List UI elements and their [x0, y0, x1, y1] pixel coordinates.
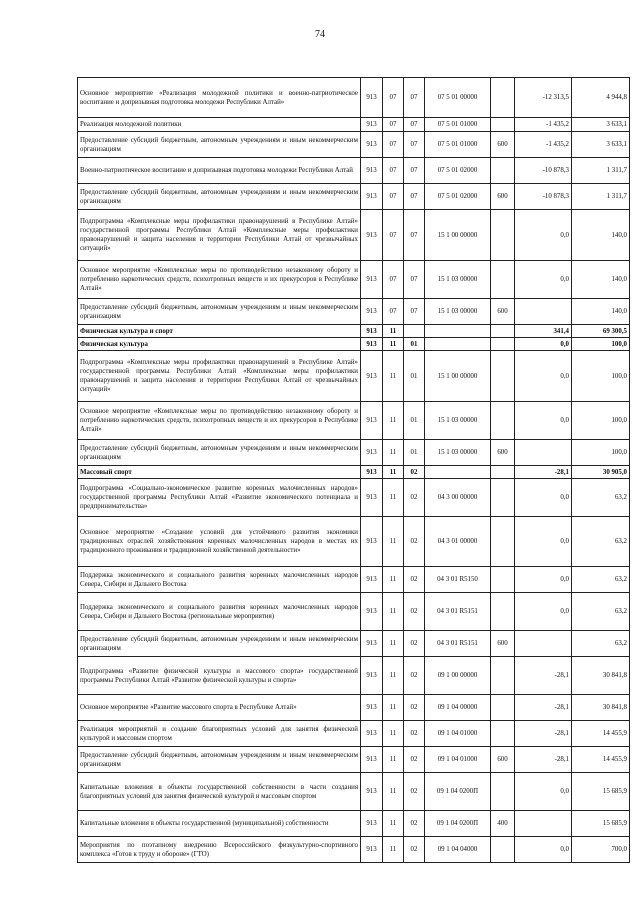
- cell-subsection: 02: [404, 773, 425, 811]
- cell-total-amount: 1 311,7: [572, 184, 630, 210]
- cell-subsection: 01: [404, 338, 425, 351]
- cell-target-article: 04 3 01 R5151: [425, 593, 491, 631]
- cell-expense-type: [491, 158, 515, 184]
- row-name: Физическая культура: [78, 338, 361, 351]
- cell-change-amount: 0,0: [515, 593, 572, 631]
- row-name: Основное мероприятие «Реализация молодежной политики и военно-патриотическое воспитание и допризывная подготовка молодежи Республики Алтай»: [78, 78, 361, 118]
- cell-expense-type: [491, 721, 515, 747]
- table-row: [78, 118, 630, 132]
- cell-subsection: 07: [404, 78, 425, 118]
- cell-grbs: 913: [361, 299, 383, 325]
- table-row: [78, 184, 630, 210]
- row-name: Поддержка экономического и социального развития коренных малочисленных народов Севера, Сибири и Дальнего Востока (региональные мероприятия): [78, 593, 361, 631]
- cell-subsection: 07: [404, 210, 425, 261]
- cell-grbs: 913: [361, 747, 383, 773]
- table-row: [78, 811, 630, 837]
- cell-target-article: 07 5 01 02000: [425, 158, 491, 184]
- cell-total-amount: 3 633,1: [572, 132, 630, 158]
- cell-change-amount: 0,0: [515, 210, 572, 261]
- cell-target-article: 07 5 01 01000: [425, 132, 491, 158]
- cell-expense-type: [491, 466, 515, 479]
- cell-target-article: 04 3 01 00000: [425, 517, 491, 567]
- cell-change-amount: [515, 299, 572, 325]
- cell-expense-type: [491, 261, 515, 299]
- cell-total-amount: 100,0: [572, 338, 630, 351]
- table-row: [78, 593, 630, 631]
- cell-target-article: 09 1 04 00000: [425, 695, 491, 721]
- cell-grbs: 913: [361, 132, 383, 158]
- cell-target-article: 09 1 00 00000: [425, 657, 491, 695]
- page-number: 74: [315, 29, 325, 40]
- table-row: [78, 132, 630, 158]
- cell-total-amount: 15 685,9: [572, 811, 630, 837]
- table-row: [78, 567, 630, 593]
- cell-section: 11: [383, 338, 404, 351]
- cell-change-amount: -12 313,5: [515, 78, 572, 118]
- cell-change-amount: 0,0: [515, 338, 572, 351]
- cell-section: 07: [383, 118, 404, 132]
- cell-expense-type: 600: [491, 747, 515, 773]
- table-row: [78, 657, 630, 695]
- cell-total-amount: 14 455,9: [572, 721, 630, 747]
- cell-subsection: 02: [404, 631, 425, 657]
- cell-section: 11: [383, 466, 404, 479]
- cell-grbs: 913: [361, 773, 383, 811]
- cell-target-article: 09 1 04 0200П: [425, 773, 491, 811]
- cell-grbs: 913: [361, 184, 383, 210]
- row-name: Предоставление субсидий бюджетным, автономным учреждениям и иным некоммерческим организациям: [78, 299, 361, 325]
- table-row: [78, 837, 630, 863]
- cell-target-article: 04 3 01 R5150: [425, 567, 491, 593]
- table-row: [78, 299, 630, 325]
- table-row: [78, 402, 630, 440]
- cell-change-amount: -10 878,3: [515, 184, 572, 210]
- cell-grbs: 913: [361, 657, 383, 695]
- cell-target-article: 15 1 00 00000: [425, 210, 491, 261]
- cell-target-article: [425, 466, 491, 479]
- cell-change-amount: 0,0: [515, 479, 572, 517]
- cell-expense-type: [491, 773, 515, 811]
- cell-grbs: 913: [361, 466, 383, 479]
- cell-grbs: 913: [361, 517, 383, 567]
- cell-section: 07: [383, 210, 404, 261]
- cell-expense-type: 600: [491, 631, 515, 657]
- cell-expense-type: 600: [491, 299, 515, 325]
- cell-subsection: [404, 325, 425, 338]
- row-name: Основное мероприятие «Развитие массового спорта в Республике Алтай»: [78, 695, 361, 721]
- cell-section: 11: [383, 593, 404, 631]
- cell-total-amount: 63,2: [572, 567, 630, 593]
- cell-grbs: 913: [361, 695, 383, 721]
- table-row: [78, 158, 630, 184]
- cell-grbs: 913: [361, 721, 383, 747]
- cell-section: 11: [383, 351, 404, 402]
- cell-subsection: 02: [404, 657, 425, 695]
- cell-section: 07: [383, 158, 404, 184]
- budget-table: [77, 77, 630, 863]
- cell-target-article: 15 1 03 00000: [425, 261, 491, 299]
- row-name: Подпрограмма «Развитие физической культуры и массового спорта» государственной программы Республики Алтай «Развитие физической культуры и спорта»: [78, 657, 361, 695]
- row-name: Основное мероприятие «Создание условий для устойчивого развития экономики традиционных отраслей хозяйствования коренных малочисленных народов в местах их традиционного проживания и традиционной хозяйственной деятельности»: [78, 517, 361, 567]
- cell-subsection: 02: [404, 721, 425, 747]
- cell-target-article: 07 5 01 01000: [425, 118, 491, 132]
- cell-grbs: 913: [361, 631, 383, 657]
- cell-subsection: 07: [404, 132, 425, 158]
- cell-total-amount: 30 905,0: [572, 466, 630, 479]
- row-name: Мероприятия по поэтапному внедрению Всероссийского физкультурно-спортивного комплекса «Готов к труду и обороне» (ГТО): [78, 837, 361, 863]
- cell-change-amount: 0,0: [515, 567, 572, 593]
- cell-grbs: 913: [361, 402, 383, 440]
- cell-target-article: 09 1 04 01000: [425, 747, 491, 773]
- cell-subsection: 01: [404, 402, 425, 440]
- cell-subsection: 07: [404, 158, 425, 184]
- cell-target-article: 15 1 00 00000: [425, 351, 491, 402]
- table-row: [78, 351, 630, 402]
- cell-expense-type: [491, 837, 515, 863]
- cell-change-amount: -1 435,2: [515, 118, 572, 132]
- cell-total-amount: 100,0: [572, 402, 630, 440]
- cell-section: 11: [383, 631, 404, 657]
- cell-total-amount: 63,2: [572, 593, 630, 631]
- cell-change-amount: 0,0: [515, 261, 572, 299]
- cell-section: 11: [383, 440, 404, 466]
- table-row: [78, 517, 630, 567]
- row-name: Физическая культура и спорт: [78, 325, 361, 338]
- cell-subsection: 07: [404, 299, 425, 325]
- cell-grbs: 913: [361, 479, 383, 517]
- cell-change-amount: -10 878,3: [515, 158, 572, 184]
- row-name: Предоставление субсидий бюджетным, автономным учреждениям и иным некоммерческим организациям: [78, 184, 361, 210]
- table-row: [78, 631, 630, 657]
- cell-expense-type: [491, 210, 515, 261]
- cell-section: 07: [383, 78, 404, 118]
- row-name: Капитальные вложения в объекты государственной собственности в части создания благоприятных условий для занятия физической культурой и массовым спортом: [78, 773, 361, 811]
- cell-section: 11: [383, 695, 404, 721]
- cell-target-article: 15 1 03 00000: [425, 299, 491, 325]
- cell-expense-type: [491, 695, 515, 721]
- cell-total-amount: 100,0: [572, 440, 630, 466]
- cell-grbs: 913: [361, 567, 383, 593]
- cell-expense-type: 600: [491, 440, 515, 466]
- cell-grbs: 913: [361, 811, 383, 837]
- cell-target-article: 07 5 01 02000: [425, 184, 491, 210]
- row-name: Реализация мероприятий и создание благоприятных условий для занятия физической культурой и массовым спортом: [78, 721, 361, 747]
- cell-subsection: 01: [404, 351, 425, 402]
- cell-section: 11: [383, 837, 404, 863]
- cell-total-amount: 63,2: [572, 479, 630, 517]
- cell-section: 07: [383, 299, 404, 325]
- cell-change-amount: [515, 440, 572, 466]
- cell-expense-type: [491, 402, 515, 440]
- cell-subsection: 02: [404, 517, 425, 567]
- cell-grbs: 913: [361, 158, 383, 184]
- cell-subsection: 02: [404, 567, 425, 593]
- cell-total-amount: 3 633,1: [572, 118, 630, 132]
- cell-grbs: 913: [361, 440, 383, 466]
- cell-subsection: 02: [404, 479, 425, 517]
- cell-target-article: 04 3 01 R5151: [425, 631, 491, 657]
- cell-section: 07: [383, 261, 404, 299]
- cell-target-article: 15 1 03 00000: [425, 440, 491, 466]
- cell-expense-type: [491, 567, 515, 593]
- cell-total-amount: 63,2: [572, 517, 630, 567]
- cell-subsection: 02: [404, 593, 425, 631]
- cell-subsection: 02: [404, 811, 425, 837]
- cell-target-article: 09 1 04 01000: [425, 721, 491, 747]
- cell-expense-type: 600: [491, 132, 515, 158]
- cell-grbs: 913: [361, 338, 383, 351]
- row-name: Основное мероприятие «Комплексные меры по противодействию незаконному обороту и потреблению наркотических средств, психотропных веществ и их прекурсоров в Республике Алтай»: [78, 402, 361, 440]
- cell-change-amount: -28,1: [515, 466, 572, 479]
- table-row: [78, 773, 630, 811]
- cell-target-article: 09 1 04 04000: [425, 837, 491, 863]
- cell-target-article: 15 1 03 00000: [425, 402, 491, 440]
- cell-section: 11: [383, 517, 404, 567]
- cell-total-amount: 1 311,7: [572, 158, 630, 184]
- cell-change-amount: 0,0: [515, 517, 572, 567]
- cell-section: 07: [383, 184, 404, 210]
- cell-change-amount: 0,0: [515, 773, 572, 811]
- cell-subsection: 01: [404, 440, 425, 466]
- cell-total-amount: 30 841,8: [572, 657, 630, 695]
- cell-grbs: 913: [361, 78, 383, 118]
- cell-total-amount: 30 841,8: [572, 695, 630, 721]
- cell-grbs: 913: [361, 837, 383, 863]
- cell-total-amount: 140,0: [572, 261, 630, 299]
- cell-grbs: 913: [361, 210, 383, 261]
- cell-total-amount: 700,0: [572, 837, 630, 863]
- table-row: [78, 78, 630, 118]
- cell-grbs: 913: [361, 593, 383, 631]
- cell-target-article: 04 3 00 00000: [425, 479, 491, 517]
- row-name: Подпрограмма «Комплексные меры профилактики правонарушений в Республике Алтай» государственной программы Республики Алтай «Комплексные меры профилактики правонарушений и защита населения и территории Республики Алтай от чрезвычайных ситуаций»: [78, 210, 361, 261]
- cell-change-amount: [515, 811, 572, 837]
- cell-subsection: 07: [404, 118, 425, 132]
- table-row: [78, 210, 630, 261]
- cell-target-article: [425, 338, 491, 351]
- row-name: Предоставление субсидий бюджетным, автономным учреждениям и иным некоммерческим организациям: [78, 747, 361, 773]
- table-row: [78, 747, 630, 773]
- cell-expense-type: [491, 479, 515, 517]
- cell-subsection: 02: [404, 695, 425, 721]
- cell-subsection: 07: [404, 184, 425, 210]
- cell-section: 11: [383, 747, 404, 773]
- cell-total-amount: 140,0: [572, 299, 630, 325]
- cell-total-amount: 140,0: [572, 210, 630, 261]
- cell-subsection: 02: [404, 837, 425, 863]
- table-row: [78, 261, 630, 299]
- cell-change-amount: -28,1: [515, 747, 572, 773]
- row-name: Капитальные вложения в объекты государственной (муниципальной) собственности: [78, 811, 361, 837]
- cell-total-amount: 69 300,5: [572, 325, 630, 338]
- cell-section: 11: [383, 657, 404, 695]
- cell-expense-type: [491, 338, 515, 351]
- row-name: Реализация молодежной политики: [78, 118, 361, 132]
- cell-section: 11: [383, 811, 404, 837]
- table-row: [78, 721, 630, 747]
- cell-total-amount: 4 944,8: [572, 78, 630, 118]
- table-row: [78, 440, 630, 466]
- cell-total-amount: 100,0: [572, 351, 630, 402]
- cell-section: 11: [383, 773, 404, 811]
- row-name: Подпрограмма «Социально-экономическое развитие коренных малочисленных народов» государственной программы Республики Алтай «Развитие экономического потенциала и предпринимательства»: [78, 479, 361, 517]
- cell-change-amount: 341,4: [515, 325, 572, 338]
- table-row: [78, 695, 630, 721]
- row-name: Предоставление субсидий бюджетным, автономным учреждениям и иным некоммерческим организациям: [78, 440, 361, 466]
- cell-target-article: 07 5 01 00000: [425, 78, 491, 118]
- cell-change-amount: -1 435,2: [515, 132, 572, 158]
- cell-grbs: 913: [361, 351, 383, 402]
- cell-total-amount: 14 455,9: [572, 747, 630, 773]
- cell-change-amount: -28,1: [515, 695, 572, 721]
- cell-expense-type: 400: [491, 811, 515, 837]
- row-name: Военно-патриотическое воспитание и допризывная подготовка молодежи Республики Алтай: [78, 158, 361, 184]
- cell-change-amount: 0,0: [515, 837, 572, 863]
- cell-expense-type: [491, 593, 515, 631]
- cell-section: 11: [383, 721, 404, 747]
- cell-change-amount: [515, 631, 572, 657]
- table-row: [78, 325, 630, 338]
- cell-expense-type: [491, 118, 515, 132]
- cell-change-amount: 0,0: [515, 351, 572, 402]
- cell-total-amount: 15 685,9: [572, 773, 630, 811]
- cell-expense-type: [491, 517, 515, 567]
- cell-subsection: 07: [404, 261, 425, 299]
- cell-target-article: 09 1 04 0200П: [425, 811, 491, 837]
- row-name: Предоставление субсидий бюджетным, автономным учреждениям и иным некоммерческим организациям: [78, 631, 361, 657]
- cell-expense-type: [491, 78, 515, 118]
- cell-change-amount: -28,1: [515, 657, 572, 695]
- row-name: Предоставление субсидий бюджетным, автономным учреждениям и иным некоммерческим организациям: [78, 132, 361, 158]
- cell-section: 11: [383, 325, 404, 338]
- cell-grbs: 913: [361, 261, 383, 299]
- cell-change-amount: -28,1: [515, 721, 572, 747]
- row-name: Массовый спорт: [78, 466, 361, 479]
- cell-change-amount: 0,0: [515, 402, 572, 440]
- table-body: [78, 78, 630, 863]
- table-row: [78, 338, 630, 351]
- cell-subsection: 02: [404, 747, 425, 773]
- row-name: Поддержка экономического и социального развития коренных малочисленных народов Севера, Сибири и Дальнего Востока: [78, 567, 361, 593]
- cell-section: 11: [383, 479, 404, 517]
- cell-expense-type: [491, 657, 515, 695]
- cell-grbs: 913: [361, 118, 383, 132]
- row-name: Подпрограмма «Комплексные меры профилактики правонарушений в Республике Алтай» государственной программы Республики Алтай «Комплексные меры профилактики правонарушений и защита населения и территории Республики Алтай от чрезвычайных ситуаций»: [78, 351, 361, 402]
- cell-section: 11: [383, 567, 404, 593]
- cell-section: 07: [383, 132, 404, 158]
- row-name: Основное мероприятие «Комплексные меры по противодействию незаконному обороту и потреблению наркотических средств, психотропных веществ и их прекурсоров в Республике Алтай»: [78, 261, 361, 299]
- table-row: [78, 466, 630, 479]
- cell-expense-type: [491, 351, 515, 402]
- cell-target-article: [425, 325, 491, 338]
- cell-grbs: 913: [361, 325, 383, 338]
- cell-expense-type: 600: [491, 184, 515, 210]
- cell-subsection: 02: [404, 466, 425, 479]
- cell-expense-type: [491, 325, 515, 338]
- cell-total-amount: 63,2: [572, 631, 630, 657]
- table-row: [78, 479, 630, 517]
- cell-section: 11: [383, 402, 404, 440]
